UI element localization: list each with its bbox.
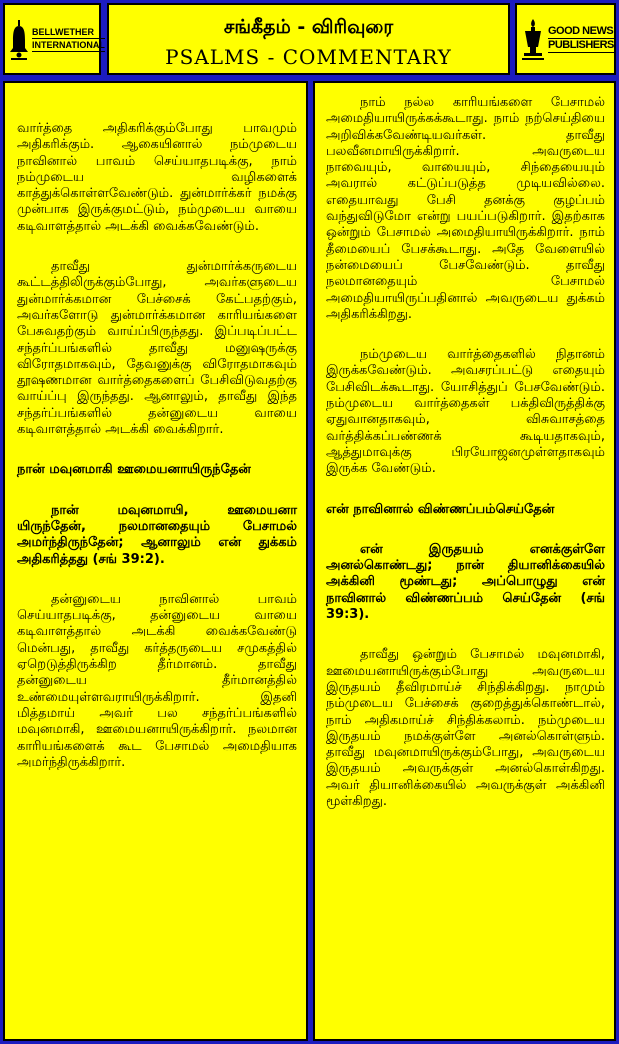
logo-right-line1: GOOD NEWS — [548, 25, 614, 37]
good-news-logo — [515, 3, 616, 75]
bellwether-logo — [3, 3, 105, 75]
bellwether-logo-text — [32, 26, 105, 52]
right-verse: என் இருதயம் எனக்குள்ளே அனல்கொண்டது; நான் தியானிக்கையில் அக்கினி மூண்டது; அப்பொழுது என் நாவினால் விண்ணப்பம் செய்தேன் (சங் 39:3). — [326, 541, 605, 623]
page-header — [107, 3, 510, 75]
left-column — [3, 81, 308, 1041]
left-verse: நான் மவுனமாயி, ஊமையனா யிருந்தேன், நலமானதையும் பேசாமல் அமர்ந்திருந்தேன்; ஆனாலும் என் துக்கம் அதிகரித்தது (சங் 39:2). — [17, 502, 297, 567]
good-news-logo-text — [548, 25, 614, 53]
lamp-icon — [521, 17, 545, 61]
left-section-heading: நான் மவுனமாகி ஊமையனாயிருந்தேன் — [17, 462, 251, 478]
title-english: PSALMS - COMMENTARY — [165, 45, 452, 69]
logo-left-line2: INTERNATIONAL — [32, 40, 105, 50]
bell-icon — [9, 18, 29, 60]
left-paragraph-3: தன்னுடைய நாவினால் பாவம் செய்யாதபடிக்கு, தன்னுடைய வாயை கடிவாளத்தால் அடக்கி வைக்கவேண்டு மென்பது, தாவீது கர்த்தருடைய சமுகத்தில் ஏறெடுத்திருக்கிற தீர்மானம். தாவீது தன்னுடைய தீர்மானத்தில் உண்மையுள்ளவராயிருக்கிறார். இதனி மித்தமாய் அவர் பல சந்தர்ப்பங்களில் மவுனமாகி, ஊமையனாயிருக்கிறார். நலமான காரியங்களைக் கூட பேசாமல் அமைதியாக அமர்ந்திருக்கிறார். — [17, 591, 297, 770]
left-paragraph-2: தாவீது துன்மார்க்கருடைய கூட்டத்திலிருக்கும்போது, அவர்களுடைய துன்மார்க்கமான பேச்சைக் கேட்பதற்கும், அவர்களோடு துன்மார்க்கமான காரியங்களை பேசுவதற்கும் வாய்ப்பிருந்தது. இப்படிப்பட்ட சந்தர்ப்பங்களில் தாவீது மனுஷருக்கு விரோதமாகவும், தேவனுக்கு விரோதமாகவும் தூஷணமான வார்த்தைகளைப் பேசிவிடுவதற்கு வாய்ப்பு இருந்தது. ஆனாலும், தாவீது இந்த சந்தர்ப்பங்களில் தன்னுடைய வாயை கடிவாளத்தால் அடக்கி வைக்கிறார். — [17, 259, 297, 438]
right-paragraph-3: தாவீது ஒன்றும் பேசாமல் மவுனமாகி, ஊமையனாயிருக்கும்போது அவருடைய இருதயம் தீவிரமாய்ச் சிந்திக்கிறது. நாமும் நம்முடைய பேச்சைக் குறைத்துக்கொண்டால், நாம் அதிகமாய்ச் சிந்திக்கலாம். நம்முடைய இருதயம் நமக்குள்ளே அனல்கொள்ளும். தாவீது மவுனமாயிருக்கும்போது, அவருடைய இருதயம் அவருக்குள் அனல்கொள்கிறது. அவர் தியானிக்கையில் அவருக்குள் அக்கினி மூள்கிறது. — [326, 647, 605, 809]
logo-left-line1: BELLWETHER — [32, 26, 105, 39]
left-paragraph-1: வார்த்தை அதிகரிக்கும்போது பாவமும் அதிகரிக்கும். ஆகையினால் நம்முடைய நாவினால் பாவம் செய்யாதபடிக்கு, நாம் நம்முடைய வழிகளைக் காத்துக்கொள்ளவேண்டும். துன்மார்க்கர் நமக்கு முன்பாக இருக்குமட்டும், நம்முடைய வாயை கடிவாளத்தால் அடக்கி வைக்கவேண்டும். — [17, 121, 297, 234]
right-column — [313, 81, 616, 1041]
right-section-heading: என் நாவினால் விண்ணப்பம்செய்தேன் — [326, 501, 555, 517]
right-paragraph-2: நம்முடைய வார்த்தைகளில் நிதானம் இருக்கவேண்டும். அவசரப்பட்டு எதையும் பேசிவிடக்கூடாது. யோசித்துப் பேசவேண்டும். நம்முடைய வார்த்தைகள் பக்திவிருத்திக்கு ஏதுவானதாகவும், விசுவாசத்தை வர்த்திக்கப்பண்ணக் கூடியதாகவும், ஆத்துமாவுக்கு பிரயோஜனமுள்ளதாகவும் இருக்க வேண்டும். — [326, 347, 605, 477]
logo-right-line2: PUBLISHERS — [548, 39, 614, 51]
right-paragraph-1: நாம் நல்ல காரியங்களை பேசாமல் அமைதியாயிருக்கக்கூடாது. நாம் நற்செய்தியை அறிவிக்கவேண்டியவர்கள். தாவீது பலவீனமாயிருக்கிறார். அவருடைய நாவையும், வாயையும், சிந்தையையும் அவரால் கட்டுப்படுத்த முடியவில்லை. எதையாவது பேசி தனக்கு குழப்பம் வந்துவிடுமோ என்று பயப்படுகிறார். இதற்காக ஒன்றும் பேசாமல் அமைதியாயிருக்கிறார். நாம் தீமையைப் பேசக்கூடாது. அதே வேளையில் நன்மையைப் பேசவேண்டும். தாவீது நலமானதையும் பேசாமல் அமைதியாயிருப்பதினால் அவருடைய துக்கம் அதிகரிக்கிறது. — [326, 95, 605, 322]
title-tamil: சங்கீதம் - விரிவுரை — [223, 16, 394, 38]
